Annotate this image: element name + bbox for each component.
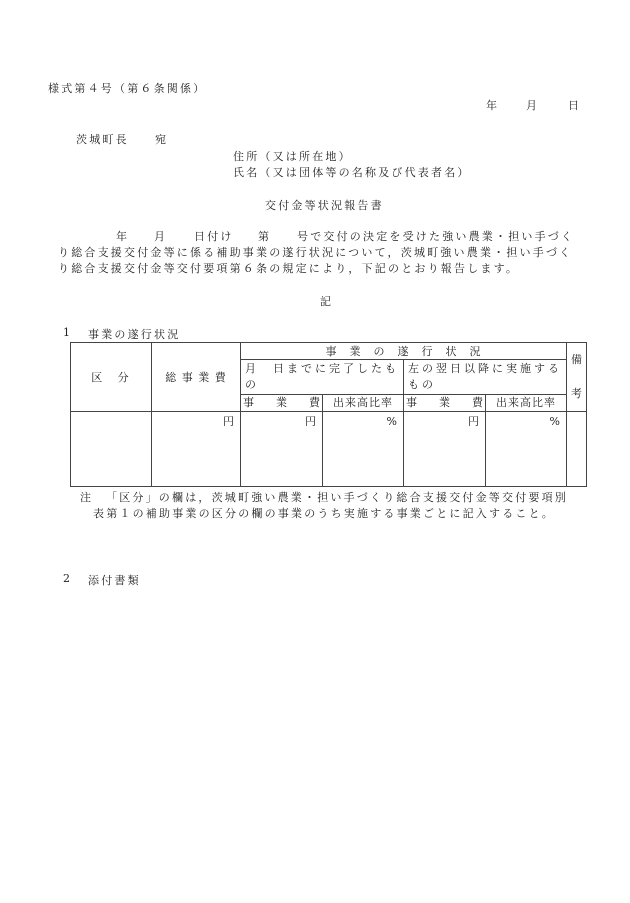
cell-total-cost[interactable]: 円 — [152, 412, 241, 487]
document-title: 交付金等状況報告書 — [265, 199, 384, 212]
cell-kubun[interactable] — [71, 412, 152, 487]
section2-heading: 添付書類 — [88, 574, 141, 587]
remarks-label: 備考 — [571, 353, 582, 400]
addressee-suffix: 宛 — [155, 133, 166, 146]
header-after: 左の翌日以降に実施するもの — [404, 360, 567, 395]
note-line2: 表第１の補助事業の区分の欄の事業のうち実施する事業ごとに記入すること。 — [93, 507, 555, 520]
addressee-name: 茨城町長 — [76, 133, 129, 146]
section2-number: 2 — [63, 572, 70, 585]
date-month: 月 — [526, 99, 537, 112]
status-table-body — [70, 342, 587, 487]
cell-cost-after[interactable]: 円 — [404, 412, 486, 487]
body-line3: り総合支援交付金等交付要項第６条の規定により，下記のとおり報告します。 — [58, 262, 520, 275]
body-month: 月 — [154, 230, 165, 243]
address-label: 住所（又は所在地） — [233, 150, 352, 163]
header-completed: 月 日までに完了したもの — [241, 360, 404, 395]
header-status: 事 業 の 遂 行 状 況 — [241, 343, 567, 360]
date-day: 日 — [568, 99, 579, 112]
name-label: 氏名（又は団体等の名称及び代表者名） — [233, 166, 471, 179]
cell-remarks[interactable] — [567, 412, 587, 487]
date-year: 年 — [486, 99, 497, 112]
form-label: 様式第４号（第６条関係） — [48, 82, 207, 95]
body-line2: り総合支援交付金等に係る補助事業の遂行状況について，茨城町強い農業・担い手づく — [58, 246, 573, 259]
header-rate-after: 出来高比率 — [486, 394, 567, 411]
header-remarks — [567, 343, 587, 412]
body-day: 日付け — [194, 230, 234, 243]
note-line1: 「区分」の欄は，茨城町強い農業・担い手づくり総合支援交付金等交付要項別 — [106, 491, 568, 504]
header-cost-completed: 事 業 費 — [241, 394, 323, 411]
cell-cost-completed[interactable]: 円 — [241, 412, 323, 487]
header-kubun: 区 分 — [71, 343, 152, 412]
ki-label: 記 — [320, 295, 331, 308]
header-rate-completed: 出来高比率 — [323, 394, 404, 411]
section1-number: 1 — [63, 326, 70, 339]
body-line1: 号で交付の決定を受けた強い農業・担い手づく — [297, 230, 575, 243]
header-cost-after: 事 業 費 — [404, 394, 486, 411]
header-total-cost: 総 事 業 費 — [152, 343, 241, 412]
body-year: 年 — [116, 230, 127, 243]
cell-rate-completed[interactable]: % — [323, 412, 404, 487]
body-dai: 第 — [258, 230, 269, 243]
note-label: 注 — [80, 491, 91, 504]
table-row — [71, 412, 587, 487]
section1-heading: 事業の遂行状況 — [88, 328, 181, 341]
cell-rate-after[interactable]: % — [486, 412, 567, 487]
